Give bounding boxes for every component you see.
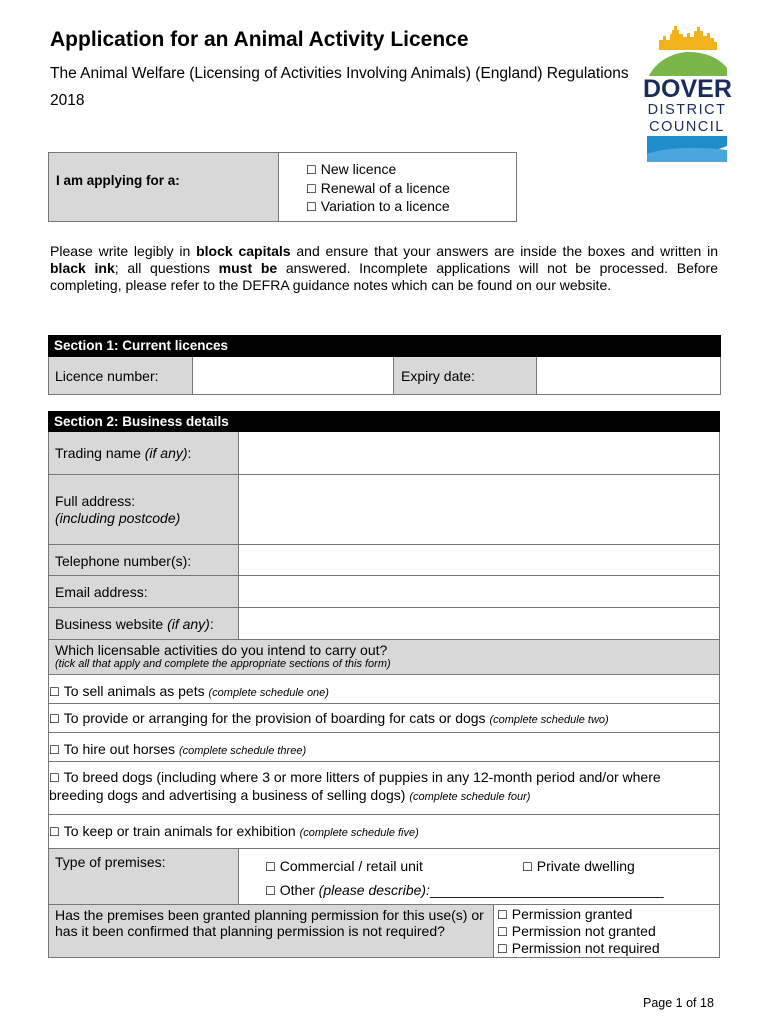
page-subtitle: The Animal Welfare (Licensing of Activities Involving Animals) (England) Regulations 2018 — [50, 65, 629, 109]
checkbox-icon[interactable]: ☐ — [49, 743, 60, 757]
premises-label: Type of premises: — [49, 849, 239, 904]
checkbox-icon[interactable]: ☐ — [265, 860, 276, 874]
trading-name-field[interactable] — [239, 432, 719, 474]
checkbox-icon[interactable]: ☐ — [306, 163, 317, 177]
checkbox-icon[interactable]: ☐ — [306, 181, 317, 196]
planning-question: Has the premises been granted planning permission for this use(s) or has it been confirmed that planning permission is not required? — [49, 905, 494, 957]
checkbox-icon[interactable]: ☐ — [49, 771, 60, 785]
activity-exhibition[interactable]: ☐ To keep or train animals for exhibition (complete schedule five) — [48, 815, 720, 849]
telephone-row — [48, 545, 720, 576]
website-row — [48, 608, 720, 640]
expiry-date-label: Expiry date: — [394, 357, 537, 394]
logo-text-dover: DOVER — [643, 75, 732, 103]
section-current-licences — [48, 335, 721, 395]
premises-other-field[interactable]: ______________________________ — [429, 882, 664, 898]
premises-other-option[interactable]: ☐ Other (please describe):______________________________ — [265, 882, 664, 898]
activities-question: Which licensable activities do you intend to carry out? (tick all that apply and complete the appropriate sections of this form) — [48, 640, 720, 675]
green-hill-icon — [643, 44, 731, 76]
logo-text-council: COUNCIL — [649, 119, 725, 135]
premises-options — [239, 849, 719, 904]
licence-number-label: Licence number: — [49, 357, 193, 394]
trading-name-label: Trading name (if any): — [49, 432, 239, 474]
sea-wave-icon — [643, 136, 731, 162]
website-field[interactable] — [239, 608, 719, 639]
council-logo — [643, 24, 731, 162]
email-field[interactable] — [239, 576, 719, 607]
checkbox-icon[interactable]: ☐ — [497, 908, 508, 922]
planning-options — [494, 905, 719, 957]
planning-granted-option[interactable]: ☐ Permission granted — [497, 906, 633, 922]
activity-breed-dogs[interactable]: ☐ To breed dogs (including where 3 or more litters of puppies in any 12-month period and/or where breeding dogs and advertising a business of selling dogs) (complete schedule four) — [48, 762, 720, 815]
planning-not-required-option[interactable]: ☐ Permission not required — [497, 940, 660, 956]
application-type-box — [48, 152, 517, 222]
full-address-label: Full address: (including postcode) — [49, 475, 239, 544]
premises-commercial-option[interactable]: ☐ Commercial / retail unit — [265, 858, 423, 874]
planning-not-granted-option[interactable]: ☐ Permission not granted — [497, 923, 656, 939]
full-address-field[interactable] — [239, 475, 719, 544]
licence-row — [48, 357, 721, 395]
checkbox-icon[interactable]: ☐ — [497, 925, 508, 939]
logo-text-district: DISTRICT — [647, 102, 727, 118]
section-1-header: Section 1: Current licences — [48, 335, 721, 357]
checkbox-icon[interactable]: ☐ — [265, 884, 276, 898]
email-row — [48, 576, 720, 608]
trading-name-row — [48, 432, 720, 475]
checkbox-icon[interactable]: ☐ — [497, 942, 508, 956]
planning-row — [48, 905, 720, 958]
premises-private-option[interactable]: ☐ Private dwelling — [522, 858, 635, 874]
licence-number-field[interactable] — [193, 357, 394, 394]
telephone-label: Telephone number(s): — [49, 545, 239, 575]
activity-boarding[interactable]: ☐ To provide or arranging for the provision of boarding for cats or dogs (complete schedule two) — [48, 704, 720, 733]
expiry-date-field[interactable] — [537, 357, 720, 394]
checkbox-icon[interactable]: ☐ — [306, 200, 317, 214]
checkbox-icon[interactable]: ☐ — [49, 825, 60, 839]
website-label: Business website (if any): — [49, 608, 239, 639]
premises-row — [48, 849, 720, 905]
activity-sell-pets[interactable]: ☐ To sell animals as pets (complete schedule one) — [48, 675, 720, 704]
activity-hire-horses[interactable]: ☐ To hire out horses (complete schedule three) — [48, 733, 720, 762]
section-2-header: Section 2: Business details — [48, 411, 720, 432]
full-address-row — [48, 475, 720, 545]
option-new-licence[interactable]: ☐ New licence — [306, 161, 450, 180]
email-label: Email address: — [49, 576, 239, 607]
checkbox-icon[interactable]: ☐ — [522, 860, 533, 874]
section-business-details — [48, 411, 720, 958]
checkbox-icon[interactable]: ☐ — [49, 712, 60, 726]
option-renewal[interactable]: ☐ Renewal of a licence — [306, 180, 450, 199]
application-type-options — [279, 153, 450, 221]
instructions-paragraph: Please write legibly in block capitals and ensure that your answers are inside the boxes and written in black ink; all questions must be answered. Incomplete applications will not be processed. Before completing, please refer to the DEFRA guidance notes which can be found on our website. — [50, 243, 719, 293]
page-title: Application for an Animal Activity Licence — [50, 28, 469, 51]
checkbox-icon[interactable]: ☐ — [49, 685, 60, 699]
application-type-label: I am applying for a: — [49, 153, 279, 221]
option-variation[interactable]: ☐ Variation to a licence — [306, 198, 450, 217]
telephone-field[interactable] — [239, 545, 719, 575]
page-number: Page 1 of 18 — [643, 996, 714, 1010]
